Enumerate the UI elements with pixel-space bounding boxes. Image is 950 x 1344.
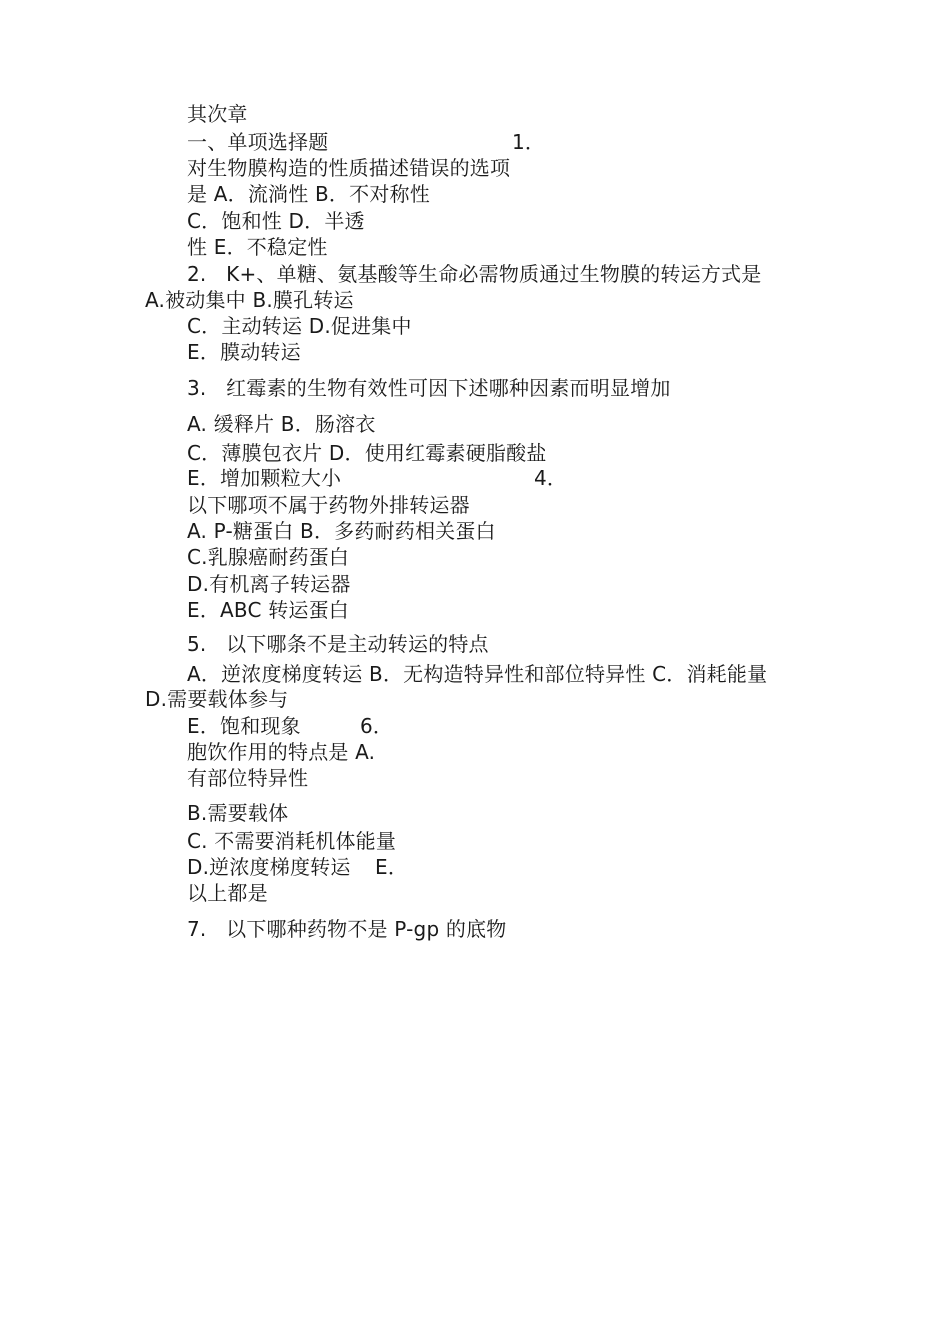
question-4-options-line-2: C.乳腺癌耐药蛋白 (187, 545, 350, 569)
question-7-stem: 7. 以下哪种药物不是 P-gp 的底物 (187, 917, 507, 941)
question-1-stem-line-2: 是 A．流淌性 B．不对称性 (187, 182, 430, 206)
question-5-options-line-2: D.需要载体参与 (145, 687, 289, 711)
question-2-options-line-1: A.被动集中 B.膜孔转运 (145, 288, 354, 312)
question-6-options-line-2: C. 不需要消耗机体能量 (187, 829, 397, 853)
question-2-options-line-2: C．主动转运 D.促进集中 (187, 314, 412, 338)
question-1-options-line-2: 性 E．不稳定性 (187, 235, 328, 259)
question-1-options-line-1: C．饱和性 D．半透 (187, 209, 365, 233)
section-title: 一、单项选择题 (187, 130, 329, 154)
question-6-stem-line-1: 胞饮作用的特点是 A. (187, 740, 376, 764)
question-4-options-line-1: A. P-糖蛋白 B．多药耐药相关蛋白 (187, 519, 496, 543)
question-6-number: 6． (360, 714, 394, 738)
question-6-stem-line-2: 有部位特异性 (187, 766, 309, 790)
question-4-stem: 以下哪项不属于药物外排转运器 (187, 493, 470, 517)
question-4-options-line-4: E．ABC 转运蛋白 (187, 598, 350, 622)
question-5-options-line-1: A．逆浓度梯度转运 B．无构造特异性和部位特异性 C．消耗能量 (187, 662, 768, 686)
chapter-title: 其次章 (187, 102, 248, 126)
question-3-options-line-2: C．薄膜包衣片 D．使用红霉素硬脂酸盐 (187, 441, 547, 465)
question-4-number: 4． (534, 466, 568, 490)
question-2-stem: 2. K+、单糖、氨基酸等生命必需物质通过生物膜的转运方式是 (187, 262, 762, 286)
question-1-number: 1． (512, 130, 546, 154)
question-6-options-line-4: 以上都是 (187, 881, 268, 905)
question-2-options-line-3: E．膜动转运 (187, 340, 301, 364)
question-1-stem-line-1: 对生物膜构造的性质描述错误的选项 (187, 156, 511, 180)
question-6-options-line-3-tail: E． (375, 855, 409, 879)
question-6-options-line-1: B.需要载体 (187, 801, 289, 825)
question-6-options-line-3: D.逆浓度梯度转运 (187, 855, 351, 879)
question-3-stem: 3. 红霉素的生物有效性可因下述哪种因素而明显增加 (187, 376, 671, 400)
question-4-options-line-3: D.有机离子转运器 (187, 572, 351, 596)
question-5-stem: 5. 以下哪条不是主动转运的特点 (187, 632, 489, 656)
question-3-options-line-3: E．增加颗粒大小 (187, 466, 342, 490)
question-5-options-line-3: E．饱和现象 (187, 714, 301, 738)
question-3-options-line-1: A. 缓释片 B．肠溶衣 (187, 412, 376, 436)
